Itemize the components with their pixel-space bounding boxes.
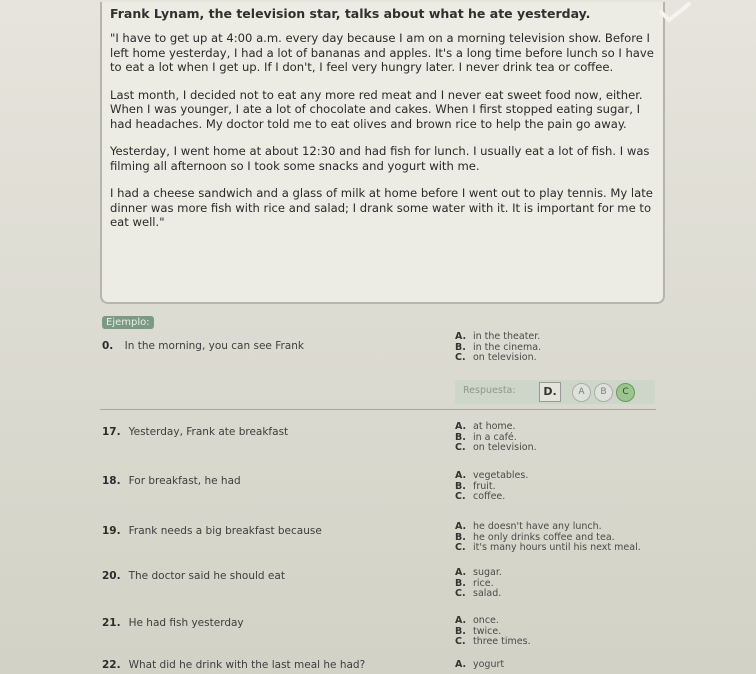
option-a[interactable]: A. sugar. <box>455 567 502 578</box>
option-b[interactable]: B. fruit. <box>455 480 496 492</box>
question-21: 21. He had fish yesterday <box>102 617 244 629</box>
option-a[interactable]: A. at home. <box>455 421 516 432</box>
question-19: 19. Frank needs a big breakfast because <box>102 525 322 537</box>
passage-paragraph: Yesterday, I went home at about 12:30 and had fish for lunch. I usually eat a lot of fish. I was filming all afternoon so I took some snacks and yogurt with me. <box>110 144 650 173</box>
option-a[interactable]: A. vegetables. <box>455 470 529 481</box>
question-19-options <box>455 522 641 554</box>
question-20-options <box>455 568 502 600</box>
answer-circle-a[interactable]: A <box>572 383 591 402</box>
option-c[interactable]: C. on television. <box>455 352 537 363</box>
option-a[interactable]: A. he doesn't have any lunch. <box>455 521 602 532</box>
option-a[interactable]: A. yogurt <box>455 659 505 670</box>
passage-paragraph: I had a cheese sandwich and a glass of milk at home before I went out to play tennis. My late dinner was more fish with rice and salad; I drank some water with it. It is important for me to eat well." <box>110 186 653 229</box>
example-question <box>102 340 304 352</box>
option-c[interactable]: C. coffee. <box>455 491 506 502</box>
option-c[interactable]: C. on television. <box>455 442 537 453</box>
question-22-options <box>455 660 504 671</box>
section-divider <box>100 409 656 410</box>
option-b[interactable]: B. he only drinks coffee and tea. <box>455 531 615 543</box>
example-options <box>455 332 541 364</box>
option-a[interactable]: A. once. <box>455 615 499 626</box>
passage-paragraph: Last month, I decided not to eat any more red meat and I never eat sweet food now, either. When I was younger, I ate a lot of chocolate and cakes. When I first stopped eating sugar, I had headaches. My doctor told me to eat olives and brown rice to help the pain go away. <box>110 87 643 131</box>
passage-intro: Frank Lynam, the television star, talks about what he ate yesterday. <box>110 6 591 21</box>
option-b[interactable]: B. rice. <box>455 577 494 589</box>
question-18-options <box>455 471 528 503</box>
option-b[interactable]: B. in the cinema. <box>455 341 542 353</box>
option-b[interactable]: B. in a café. <box>455 431 517 443</box>
question-number: 0. <box>102 340 114 352</box>
example-tag: Ejemplo: <box>102 316 154 329</box>
passage-paragraph: "I have to get up at 4:00 a.m. every day because I am on a morning television show. Before I left home yesterday, I had a lot of bananas and apples. It's a long time before lunch so I have to eat a lot when I get up. If I don't, I feel very hungry later. I never drink tea or coffee. <box>110 31 654 74</box>
answer-bar <box>455 380 655 404</box>
answer-value: D. <box>539 382 561 402</box>
answer-circle-c[interactable]: C <box>616 383 635 402</box>
question-17: 17. Yesterday, Frank ate breakfast <box>102 426 289 438</box>
answer-circle-b[interactable]: B <box>594 383 613 402</box>
question-18: 18. For breakfast, he had <box>102 475 241 487</box>
question-text: In the morning, you can see Frank <box>124 340 304 352</box>
option-c[interactable]: C. salad. <box>455 588 502 599</box>
reading-passage <box>100 2 665 304</box>
checkmark-icon <box>657 2 693 24</box>
question-21-options <box>455 616 531 648</box>
question-22: 22. What did he drink with the last meal he had? <box>102 659 366 671</box>
option-c[interactable]: C. it's many hours until his next meal. <box>455 542 641 553</box>
option-a[interactable]: A. in the theater. <box>455 331 541 342</box>
question-17-options <box>455 422 537 454</box>
answer-label: Respuesta: <box>463 385 516 396</box>
question-20: 20. The doctor said he should eat <box>102 570 285 582</box>
option-c[interactable]: C. three times. <box>455 636 531 647</box>
option-b[interactable]: B. twice. <box>455 625 502 637</box>
